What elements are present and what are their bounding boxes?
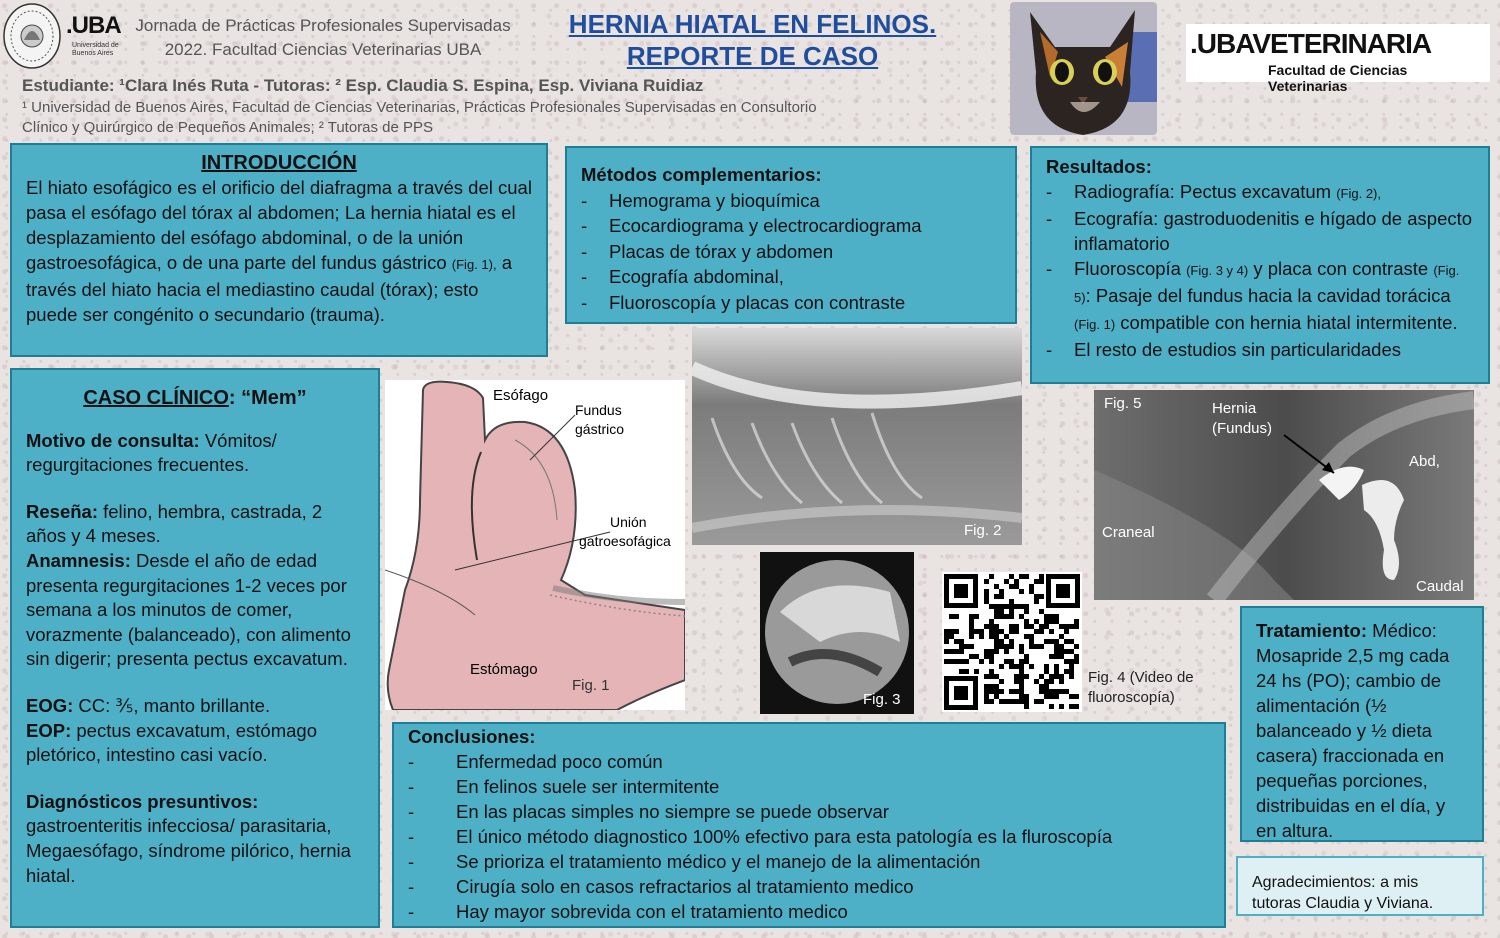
results-list [1046,179,1474,362]
treatment-label: Tratamiento: [1256,620,1368,641]
list-item: - En las placas simples no siempre se puede observar [408,799,1210,824]
label-fundus: Fundus [575,402,622,418]
fig-ref: (Fig. 5) [1074,263,1460,305]
methods-list [581,188,1001,316]
figure-1-diagram [385,380,685,710]
conclusions-box [392,722,1226,928]
list-item: - Ecografía: gastroduodenitis e hígado de aspecto inflamatorio [1046,206,1474,256]
list-item [1046,256,1474,337]
figure-4-caption-line-1: Fig. 4 (Video de [1088,669,1194,686]
motivo [26,429,364,478]
label-abd: Abd, [1409,453,1440,470]
intro-box [10,143,548,357]
label-union: Unión [610,514,647,530]
affiliation [22,98,982,138]
label-gastroesofagica: gatroesofágica [579,533,671,549]
result-text: y placa con contraste [1248,258,1434,279]
list-item: - Enfermedad poco común [408,749,1210,774]
clinical-case-heading [26,386,364,411]
intro-text [26,175,532,327]
vet-faculty-logo [1186,24,1490,94]
fig-ref: (Fig. 1) [1074,317,1116,332]
figure-4-caption [1088,668,1194,708]
label-gastrico: gástrico [575,421,625,437]
intro-text-a: El hiato esofágico es el orificio del diafragma a través del cual pasa el esófago del tórax al abdomen; La hernia hiatal es el desplazamiento del esófago abdominal, o de la unión gastroesofágica, o de una parte del fundus gástrico [26,177,532,273]
authors: Estudiante: ¹Clara Inés Ruta - Tutoras: ² Esp. Claudia S. Espina, Esp. Viviana Ruidiaz [22,76,704,95]
figure-2-radiograph [692,328,1022,545]
result-text: Radiografía: Pectus excavatum [1074,181,1337,202]
clinical-case-name: : “Mem” [228,387,307,409]
treatment-text: Médico: Mosapride 2,5 mg cada 24 hs (PO); cambio de alimentación (½ balanceado y ½ dieta casera) fraccionada en pequeñas porciones, distribuidas en el día, y en altura. [1256,620,1450,841]
cat-photo [1010,2,1157,135]
list-item: - El único método diagnostico 100% efectivo para esta patología es la fluroscopía [408,824,1210,849]
conclusions-list [408,749,1210,924]
vet-logo-line-1: .UBAVETERINARIA [1190,28,1432,59]
result-text: Fluoroscopía [1074,258,1187,279]
acknowledgements-text: Agradecimientos: a mis tutoras Claudia y Viviana. [1252,874,1434,912]
label-estomago: Estómago [470,661,538,678]
figure-5-contrast-radiograph [1094,390,1474,600]
conclusions-heading: Conclusiones: [408,726,536,747]
motivo-text: Vómitos/ regurgitaciones frecuentes. [26,429,277,476]
figure-4-caption-line-2: fluoroscopía) [1088,689,1175,706]
eop-text: pectus excavatum, estómago pletórico, intestino casi vacío. [26,719,318,766]
motivo-label: Motivo de consulta: [26,429,200,451]
poster-title [540,8,965,72]
intro-fig-ref: (Fig. 1), [451,257,497,272]
results-box [1030,146,1490,384]
event-name [118,14,528,62]
label-esofago: Esófago [493,387,549,404]
list-item: - En felinos suele ser intermitente [408,774,1210,799]
results-heading: Resultados: [1046,156,1152,177]
eop-label: EOP: [26,719,72,741]
label-hernia: Hernia [1212,400,1257,417]
intro-text-b: a través del hiato hacia el mediastino caudal (tórax); esto puede ser congénito o secundario (trauma). [26,252,513,325]
list-item: - Ecocardiograma y electrocardiograma [581,213,1001,239]
list-item: - El resto de estudios sin particularidades [1046,337,1474,362]
methods-box [565,146,1017,324]
fig-ref: (Fig. 3 y 4) [1186,263,1249,278]
clinical-case-title: CASO CLÍNICO [83,387,229,409]
list-item: - Se prioriza el tratamiento médico y el manejo de la alimentación [408,849,1210,874]
list-item [1046,179,1474,206]
title-line-2: REPORTE DE CASO [626,41,879,71]
uba-seal-logo [2,2,62,70]
treatment-box [1240,606,1484,842]
result-text: : Pasaje del fundus hacia la cavidad torácica [1085,285,1451,306]
label-caudal: Caudal [1416,578,1464,595]
anamnesis [26,549,364,672]
result-text: compatible con hernia hiatal intermitente. [1115,312,1458,333]
diagnoses-text: gastroenteritis infecciosa/ parasitaria, Megaesófago, síndrome pilórico, hernia hiatal. [26,815,351,886]
list-item: - Placas de tórax y abdomen [581,239,1001,265]
resena-text: felino, hembra, castrada, 2 años y 4 meses. [26,500,323,547]
list-item: - Fluoroscopía y placas con contraste [581,290,1001,316]
affiliation-line-1: ¹ Universidad de Buenos Aires, Facultad de Ciencias Veterinarias, Prácticas Profesionales Supervisadas en Consultorio [22,99,817,116]
uba-logo-subtitle: Universidad de Buenos Aires [72,42,119,57]
figure-5-caption: Fig. 5 [1104,395,1142,412]
diagnoses-label: Diagnósticos presuntivos: [26,790,259,812]
anamnesis-text: Desde el año de edad presenta regurgitaciones 1-2 veces por semana a los minutos de comer, vorazmente (balanceado), con alimento sin digerir; presenta pectus excavatum. [26,549,351,670]
intro-heading: INTRODUCCIÓN [201,152,357,174]
label-craneal: Craneal [1102,524,1155,541]
diagnoses [26,790,364,888]
eog-text: CC: ⅗, manto brillante. [73,694,271,716]
acknowledgements-box [1236,856,1484,916]
label-fundus-fig5: (Fundus) [1212,420,1273,437]
figure-3-fluoroscopy [760,552,914,714]
exam [26,694,364,768]
figure-2-caption: Fig. 2 [964,522,1002,539]
clinical-case-box [10,368,380,928]
list-item: - Cirugía solo en casos refractarios al tratamiento medico [408,874,1210,899]
list-item: - Hemograma y bioquímica [581,188,1001,214]
figure-3-caption: Fig. 3 [863,691,901,708]
event-line-2: 2022. Facultad Ciencias Veterinarias UBA [164,40,482,59]
video-qr-code[interactable] [942,572,1082,712]
methods-heading: Métodos complementarios: [581,164,822,185]
fig-ref: (Fig. 2), [1336,186,1382,201]
affiliation-line-2: Clínico y Quirúrgico de Pequeños Animales; ² Tutoras de PPS [22,119,434,136]
resena-label: Reseña: [26,500,98,522]
anamnesis-label: Anamnesis: [26,549,131,571]
resena [26,500,364,549]
uba-logo-text: .UBA [66,12,121,39]
list-item: - Ecografía abdominal, [581,264,1001,290]
title-line-1: HERNIA HIATAL EN FELINOS. [568,9,937,39]
eog-label: EOG: [26,694,74,716]
figure-1-caption: Fig. 1 [572,677,610,694]
list-item: - Hay mayor sobrevida con el tratamiento medico [408,899,1210,924]
event-line-1: Jornada de Prácticas Profesionales Supervisadas [135,16,511,35]
vet-logo-line-2: Facultad de Ciencias Veterinarias [1268,62,1408,94]
